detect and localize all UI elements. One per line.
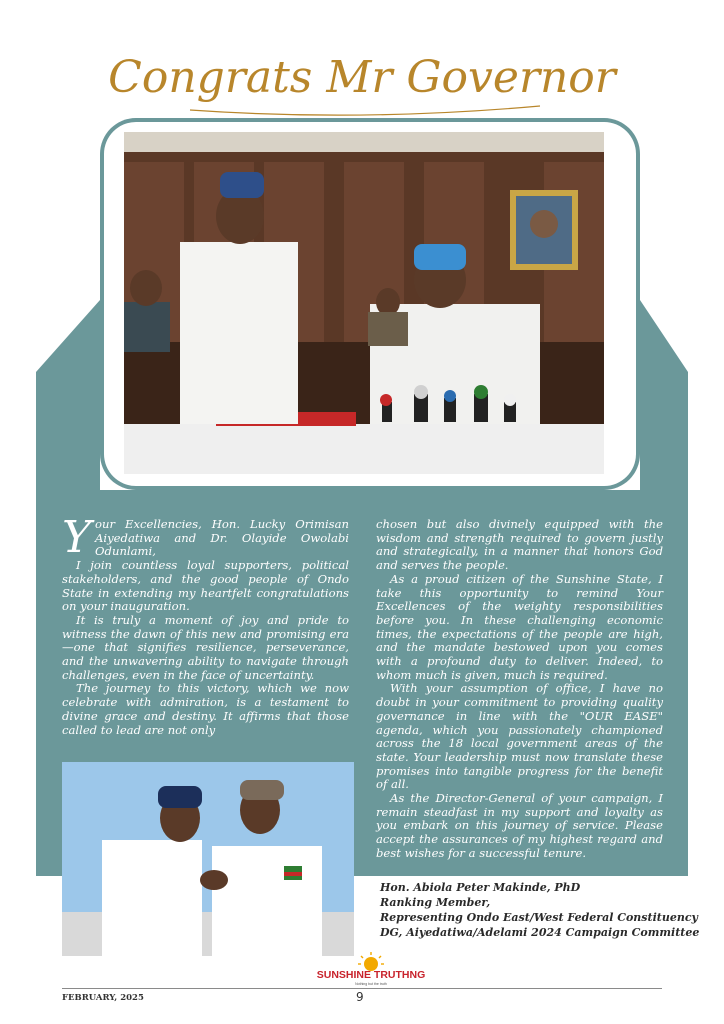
main-photo bbox=[124, 132, 604, 474]
salutation: our Excellencies, Hon. Lucky Orimisan Aiyedatiwa and Dr. Olayide Owolabi Odunlami, bbox=[95, 517, 349, 559]
letter-paragraph: As the Director-General of your campaign, I remain steadfast in my support and loyalty as you embark on this journey of service. Please accept the assurances of my highest regard and best wishes for a successful tenure. bbox=[376, 791, 663, 860]
signatory-constituency: Representing Ondo East/West Federal Constituency bbox=[380, 911, 698, 924]
headline-text: Congrats Mr Governor bbox=[108, 52, 616, 103]
letter-paragraph: With your assumption of office, I have no doubt in your commitment to providing quality governance in line with the "OUR EASE" agenda, which you passionately championed across the 18 local government areas of the state. Your leadership must now translate these promises into tangible progress for the benefit of all. bbox=[376, 681, 663, 792]
signatory-name: Hon. Abiola Peter Makinde, PhD bbox=[380, 881, 581, 894]
signatory-title: Ranking Member, bbox=[380, 896, 491, 909]
letter-column-right bbox=[376, 518, 663, 861]
signature-block bbox=[380, 880, 700, 940]
letter-paragraph: I join countless loyal supporters, political stakeholders, and the good people of Ondo State in extending my heartfelt congratulations on your inauguration. bbox=[62, 558, 349, 614]
logo-tagline: Nothing but the truth bbox=[355, 982, 387, 986]
letter-paragraph: The journey to this victory, which we now celebrate with admiration, is a testament to divine grace and destiny. It affirms that those called to lead are not only bbox=[62, 681, 349, 737]
inset-photo bbox=[62, 762, 354, 956]
sunshine-truthng-logo bbox=[316, 950, 426, 986]
letter-paragraph: As a proud citizen of the Sunshine State, I take this opportunity to remind Your Excellences of the weighty responsibilities before you. In these challenging economic times, the expectations of the people are high, and the mandate bestowed upon you comes with a profound duty to deliver. Indeed, to whom much is given, much is required. bbox=[376, 571, 663, 682]
logo-text: SUNSHINE TRUTHNG bbox=[316, 969, 426, 981]
drop-cap: Y bbox=[62, 512, 92, 563]
letter-column-left bbox=[62, 512, 349, 737]
page-number: 9 bbox=[356, 990, 364, 1004]
letter-paragraph: chosen but also divinely equipped with the wisdom and strength required to govern justly and strategically, in a manner that honors God and serves the people. bbox=[376, 517, 663, 573]
letter-paragraph: It is truly a moment of joy and pride to witness the dawn of this new and promising era—one that signifies resilience, perseverance, and the unwavering ability to navigate through challenges, even in the face of uncertainty. bbox=[62, 612, 349, 682]
footer-rule bbox=[62, 988, 662, 989]
issue-date: FEBRUARY, 2025 bbox=[62, 993, 144, 1003]
signatory-role: DG, Aiyedatiwa/Adelami 2024 Campaign Committee bbox=[380, 926, 700, 939]
